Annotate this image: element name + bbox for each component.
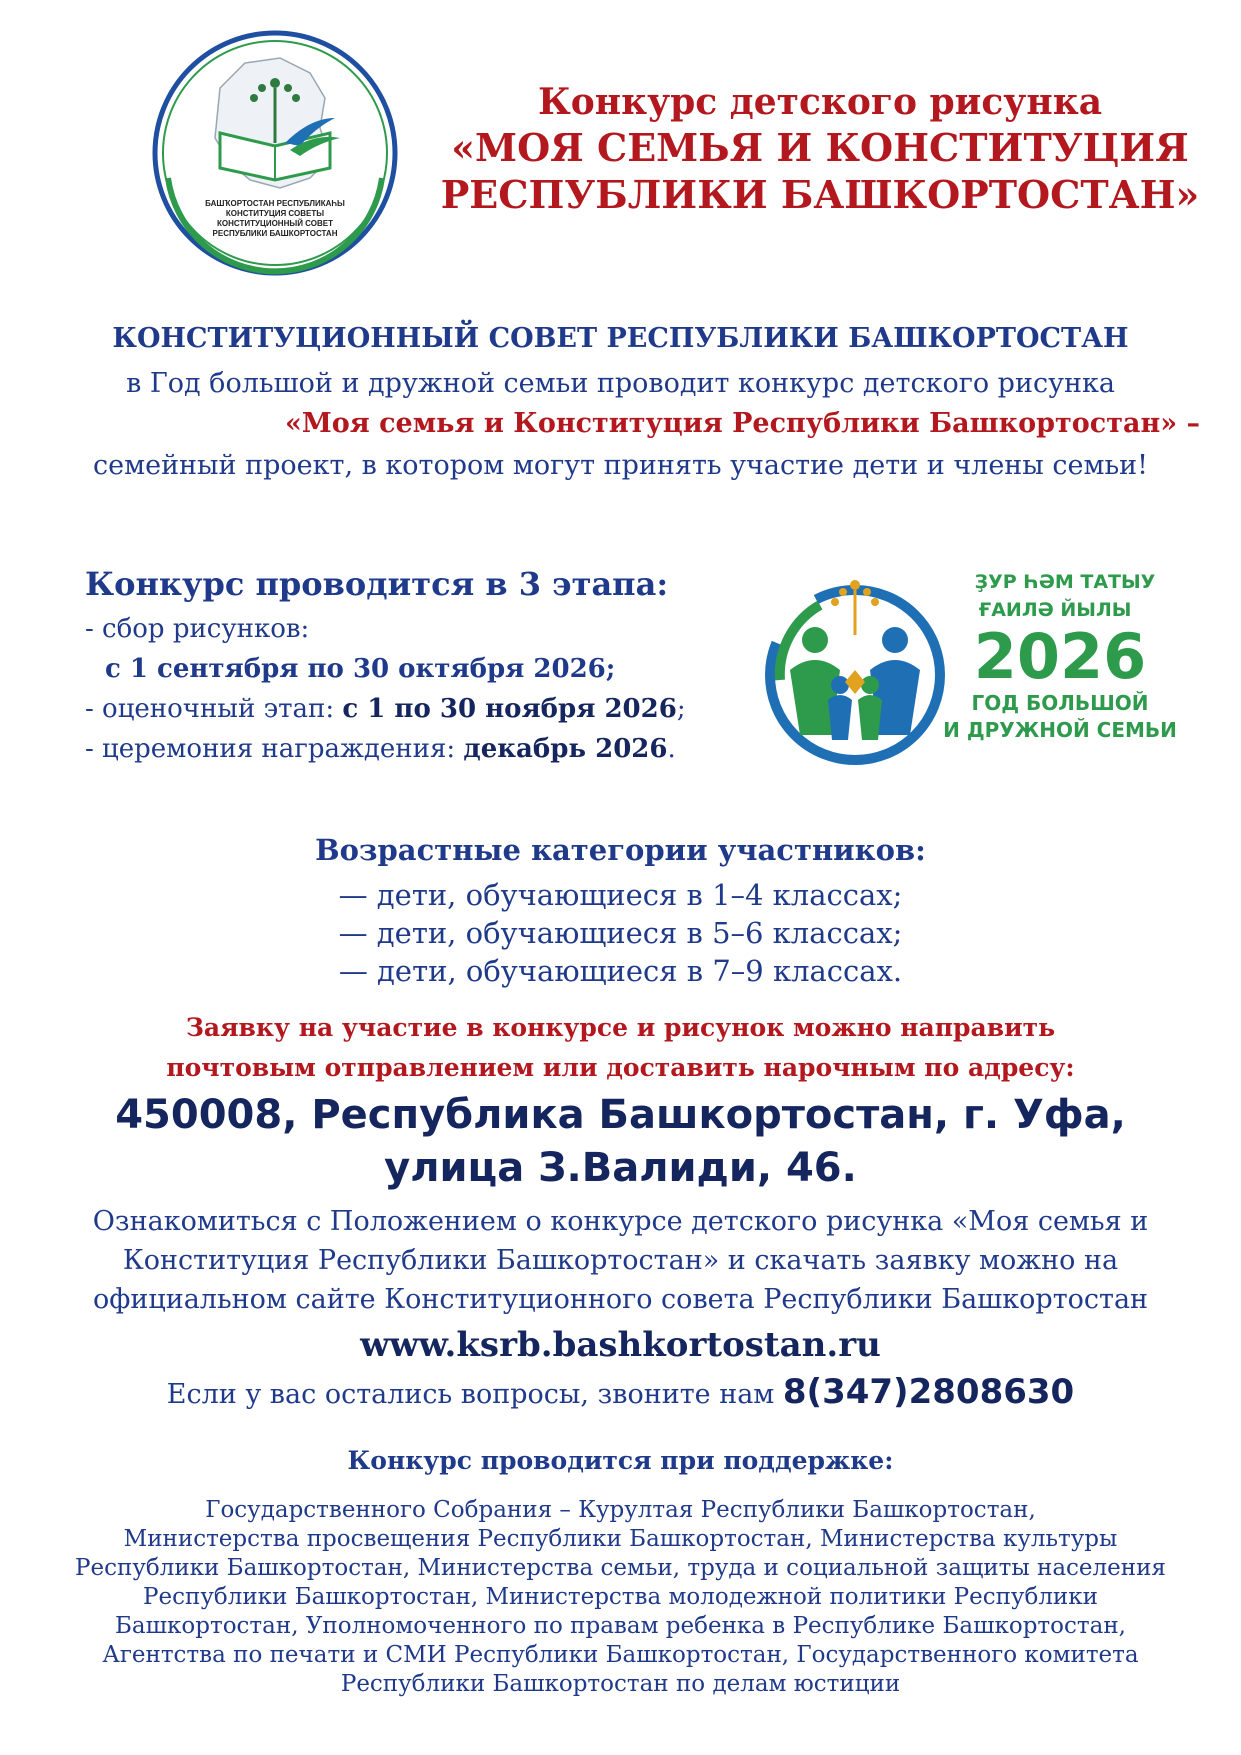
stage-award xyxy=(85,729,765,769)
intro-line-2: в Год большой и дружной семьи проводит конкурс детского рисунка xyxy=(126,368,1115,399)
support-line: Башкортостан, Уполномоченного по правам ребенка в Республике Башкортостан, xyxy=(115,1613,1126,1639)
stage-eval xyxy=(85,689,765,729)
stage-eval-end: ; xyxy=(676,694,686,724)
page-title xyxy=(420,80,1220,218)
support-title: Конкурс проводится при поддержке: xyxy=(347,1446,894,1475)
support-line: Государственного Собрания – Курултая Республики Башкортостан, xyxy=(205,1497,1036,1523)
info-line-1: Ознакомиться с Положением о конкурсе детского рисунка «Моя семья и xyxy=(92,1206,1149,1237)
info-line-3: официальном сайте Конституционного совета Республики Башкортостан xyxy=(92,1284,1149,1315)
age-category-item: — дети, обучающиеся в 5–6 классах; xyxy=(338,916,903,950)
support-line: Республики Башкортостан по делам юстиции xyxy=(340,1671,901,1697)
title-line-1: Конкурс детского рисунка xyxy=(537,81,1103,123)
phone-line xyxy=(0,1372,1241,1412)
website-link[interactable]: www.ksrb.bashkortostan.ru xyxy=(360,1325,881,1365)
logo-year: 2026 xyxy=(973,620,1147,693)
support-line: Республики Башкортостан, Министерства молодежной политики Республики xyxy=(143,1584,1098,1610)
stage-eval-label: - оценочный этап: xyxy=(85,694,343,724)
stages-title: Конкурс проводится в 3 этапа: xyxy=(85,565,669,603)
phone-label: Если у вас остались вопросы, звоните нам xyxy=(166,1379,783,1410)
phone-number[interactable]: 8(347)2808630 xyxy=(782,1372,1075,1412)
application-text-2: почтовым отправлением или доставить нарочным по адресу: xyxy=(166,1053,1075,1082)
stage-collect-label: - сбор рисунков: xyxy=(85,614,310,644)
logo-bashkir-line-1: ҘУР ҺӘМ ТАТЫУ xyxy=(974,571,1156,593)
age-category-item: — дети, обучающиеся в 7–9 классах. xyxy=(338,954,903,988)
logo-bashkir-line-2: ҒАИЛӘ ЙЫЛЫ xyxy=(978,599,1132,621)
stage-award-label: - церемония награждения: xyxy=(85,734,464,764)
emblem-text-4: РЕСПУБЛИКИ БАШКОРТОСТАН xyxy=(212,229,338,238)
support-line: Республики Башкортостан, Министерства семьи, труда и социальной защиты населения xyxy=(75,1555,1166,1581)
year-of-family-logo-icon xyxy=(760,560,1200,780)
stages-section xyxy=(85,565,765,769)
emblem-text-3: КОНСТИТУЦИОННЫЙ СОВЕТ xyxy=(217,219,333,228)
intro-line-4: семейный проект, в котором могут принять участие дети и члены семьи! xyxy=(92,450,1149,481)
logo-russian-line-2: И ДРУЖНОЙ СЕМЬИ xyxy=(943,718,1177,742)
emblem-text-1: БАШҠОРТОСТАН РЕСПУБЛИКАҺЫ xyxy=(205,199,345,208)
stage-collect-dates: с 1 сентября по 30 октября 2026; xyxy=(105,654,616,684)
emblem-text-2: КОНСТИТУЦИЯ СОВЕТЫ xyxy=(225,209,325,218)
application-text-1: Заявку на участие в конкурсе и рисунок можно направить xyxy=(185,1013,1056,1042)
age-category-item: — дети, обучающиеся в 1–4 классах; xyxy=(338,878,903,912)
title-line-2: «МОЯ СЕМЬЯ И КОНСТИТУЦИЯ xyxy=(451,125,1189,170)
support-line: Агентства по печати и СМИ Республики Башкортостан, Государственного комитета xyxy=(102,1642,1139,1668)
address-line-2: улица З.Валиди, 46. xyxy=(384,1145,857,1191)
constitutional-council-emblem-icon xyxy=(150,28,400,278)
support-line: Министерства просвещения Республики Башкортостан, Министерства культуры xyxy=(123,1526,1118,1552)
logo-russian-line-1: ГОД БОЛЬШОЙ xyxy=(971,691,1149,715)
age-categories-title: Возрастные категории участников: xyxy=(315,833,926,867)
stage-eval-dates: с 1 по 30 ноября 2026 xyxy=(342,694,677,724)
title-line-3: РЕСПУБЛИКИ БАШКОРТОСТАН» xyxy=(440,172,1200,217)
stage-award-end: . xyxy=(667,734,676,764)
intro-organization: КОНСТИТУЦИОННЫЙ СОВЕТ РЕСПУБЛИКИ БАШКОРТОСТАН xyxy=(112,323,1129,354)
info-line-2: Конституция Республики Башкортостан» и скачать заявку можно на xyxy=(122,1245,1119,1276)
stage-award-dates: декабрь 2026 xyxy=(463,734,668,764)
intro-contest-name: «Моя семья и Конституция Республики Башкортостан» – xyxy=(284,408,1200,439)
address-line-1: 450008, Республика Башкортостан, г. Уфа, xyxy=(115,1092,1126,1138)
